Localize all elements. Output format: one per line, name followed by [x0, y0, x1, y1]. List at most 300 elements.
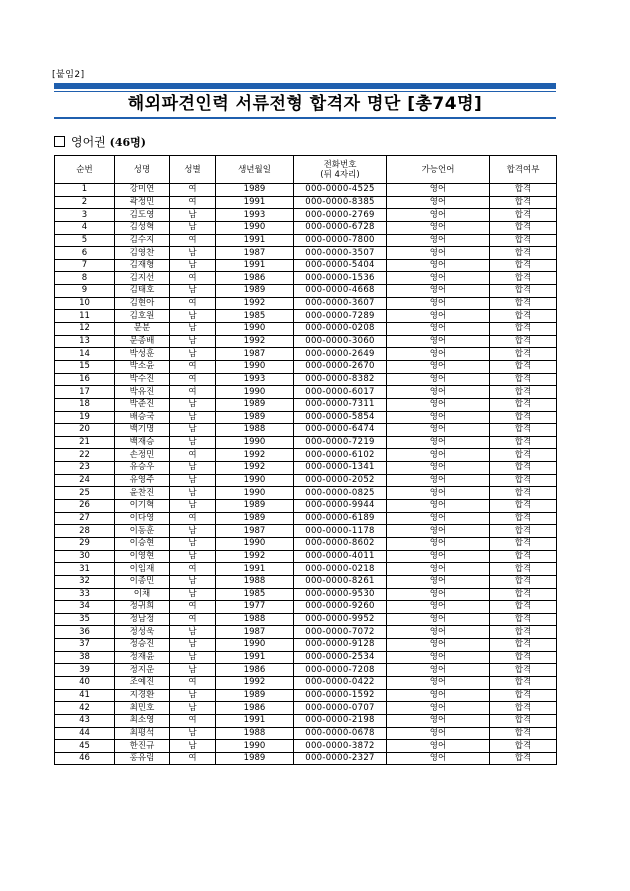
cell-result: 합격: [490, 221, 557, 234]
cell-birth-year: 1986: [216, 664, 294, 677]
table-row: [55, 196, 557, 209]
cell-birth-year: 1987: [216, 626, 294, 639]
table-row: [55, 550, 557, 563]
cell-gender: 여: [170, 373, 216, 386]
cell-gender: 남: [170, 639, 216, 652]
cell-gender: 여: [170, 297, 216, 310]
table-row: [55, 537, 557, 550]
cell-gender: 남: [170, 335, 216, 348]
checkbox-square-icon: [54, 136, 65, 147]
cell-gender: 남: [170, 689, 216, 702]
cell-phone: 000-0000-0825: [294, 487, 387, 500]
cell-gender: 남: [170, 259, 216, 272]
table-row: [55, 474, 557, 487]
cell-phone: 000-0000-1536: [294, 272, 387, 285]
cell-no: 10: [55, 297, 115, 310]
table-row: [55, 272, 557, 285]
cell-no: 36: [55, 626, 115, 639]
header-result: 합격여부: [490, 156, 557, 184]
cell-no: 7: [55, 259, 115, 272]
header-language: 가능언어: [387, 156, 490, 184]
table-row: [55, 285, 557, 298]
cell-language: 영어: [387, 575, 490, 588]
cell-name: 박수진: [115, 373, 170, 386]
cell-language: 영어: [387, 727, 490, 740]
table-row: [55, 259, 557, 272]
cell-birth-year: 1993: [216, 373, 294, 386]
cell-name: 이기혁: [115, 500, 170, 513]
cell-no: 28: [55, 525, 115, 538]
cell-gender: 남: [170, 575, 216, 588]
cell-result: 합격: [490, 259, 557, 272]
cell-language: 영어: [387, 550, 490, 563]
cell-result: 합격: [490, 740, 557, 753]
cell-no: 39: [55, 664, 115, 677]
table-row: [55, 727, 557, 740]
cell-name: 박유진: [115, 386, 170, 399]
table-row: [55, 184, 557, 197]
cell-no: 9: [55, 285, 115, 298]
cell-birth-year: 1988: [216, 424, 294, 437]
cell-phone: 000-0000-8385: [294, 196, 387, 209]
cell-result: 합격: [490, 386, 557, 399]
cell-language: 영어: [387, 335, 490, 348]
title-top-bar: [54, 83, 556, 89]
table-row: [55, 689, 557, 702]
cell-phone: 000-0000-7311: [294, 398, 387, 411]
cell-phone: 000-0000-0208: [294, 323, 387, 336]
cell-result: 합격: [490, 550, 557, 563]
cell-gender: 남: [170, 487, 216, 500]
cell-phone: 000-0000-7208: [294, 664, 387, 677]
cell-birth-year: 1992: [216, 550, 294, 563]
table-row: [55, 626, 557, 639]
cell-no: 37: [55, 639, 115, 652]
table-row: [55, 676, 557, 689]
cell-gender: 남: [170, 209, 216, 222]
cell-name: 정귀희: [115, 601, 170, 614]
cell-gender: 남: [170, 310, 216, 323]
cell-name: 이다영: [115, 512, 170, 525]
cell-no: 17: [55, 386, 115, 399]
cell-language: 영어: [387, 221, 490, 234]
cell-result: 합격: [490, 525, 557, 538]
cell-gender: 남: [170, 247, 216, 260]
cell-birth-year: 1993: [216, 209, 294, 222]
cell-language: 영어: [387, 676, 490, 689]
cell-birth-year: 1989: [216, 500, 294, 513]
cell-name: 윤찬진: [115, 487, 170, 500]
cell-name: 이채: [115, 588, 170, 601]
cell-no: 19: [55, 411, 115, 424]
cell-name: 최소영: [115, 714, 170, 727]
cell-language: 영어: [387, 702, 490, 715]
cell-phone: 000-0000-3507: [294, 247, 387, 260]
table-row: [55, 525, 557, 538]
cell-language: 영어: [387, 474, 490, 487]
cell-phone: 000-0000-2534: [294, 651, 387, 664]
cell-gender: 남: [170, 424, 216, 437]
cell-gender: 남: [170, 285, 216, 298]
cell-birth-year: 1992: [216, 449, 294, 462]
cell-phone: 000-0000-9260: [294, 601, 387, 614]
cell-language: 영어: [387, 613, 490, 626]
cell-result: 합격: [490, 664, 557, 677]
cell-name: 정승진: [115, 639, 170, 652]
table-row: [55, 373, 557, 386]
cell-phone: 000-0000-0218: [294, 563, 387, 576]
cell-birth-year: 1989: [216, 285, 294, 298]
cell-birth-year: 1990: [216, 639, 294, 652]
cell-gender: 남: [170, 588, 216, 601]
cell-no: 24: [55, 474, 115, 487]
cell-name: 조예진: [115, 676, 170, 689]
cell-birth-year: 1987: [216, 348, 294, 361]
cell-language: 영어: [387, 272, 490, 285]
table-row: [55, 702, 557, 715]
cell-gender: 남: [170, 537, 216, 550]
cell-birth-year: 1990: [216, 740, 294, 753]
cell-result: 합격: [490, 474, 557, 487]
cell-birth-year: 1986: [216, 702, 294, 715]
cell-language: 영어: [387, 247, 490, 260]
table-row: [55, 424, 557, 437]
cell-language: 영어: [387, 601, 490, 614]
cell-result: 합격: [490, 272, 557, 285]
header-phone: [294, 156, 387, 184]
table-row: [55, 398, 557, 411]
cell-name: 정남정: [115, 613, 170, 626]
cell-language: 영어: [387, 626, 490, 639]
cell-phone: 000-0000-2198: [294, 714, 387, 727]
cell-gender: 남: [170, 411, 216, 424]
cell-name: 김태호: [115, 285, 170, 298]
cell-gender: 여: [170, 234, 216, 247]
applicant-table: [54, 155, 557, 765]
cell-no: 8: [55, 272, 115, 285]
table-row: [55, 221, 557, 234]
table-row: [55, 752, 557, 765]
table-row: [55, 487, 557, 500]
cell-birth-year: 1989: [216, 184, 294, 197]
cell-no: 12: [55, 323, 115, 336]
cell-phone: 000-0000-9530: [294, 588, 387, 601]
cell-language: 영어: [387, 297, 490, 310]
cell-language: 영어: [387, 348, 490, 361]
cell-gender: 여: [170, 272, 216, 285]
cell-no: 5: [55, 234, 115, 247]
cell-language: 영어: [387, 487, 490, 500]
cell-name: 배승국: [115, 411, 170, 424]
cell-no: 23: [55, 462, 115, 475]
cell-no: 21: [55, 436, 115, 449]
cell-result: 합격: [490, 209, 557, 222]
table-header-row: [55, 156, 557, 184]
cell-no: 4: [55, 221, 115, 234]
cell-name: 김재형: [115, 259, 170, 272]
cell-phone: 000-0000-7219: [294, 436, 387, 449]
cell-birth-year: 1990: [216, 436, 294, 449]
table-row: [55, 348, 557, 361]
cell-result: 합격: [490, 651, 557, 664]
cell-result: 합격: [490, 373, 557, 386]
section-name: 영어권: [71, 135, 106, 149]
cell-result: 합격: [490, 310, 557, 323]
cell-name: 문종배: [115, 335, 170, 348]
table-row: [55, 234, 557, 247]
cell-gender: 남: [170, 323, 216, 336]
cell-phone: 000-0000-1592: [294, 689, 387, 702]
cell-result: 합격: [490, 639, 557, 652]
cell-result: 합격: [490, 512, 557, 525]
cell-gender: 남: [170, 398, 216, 411]
cell-language: 영어: [387, 740, 490, 753]
cell-name: 정지운: [115, 664, 170, 677]
cell-phone: 000-0000-3872: [294, 740, 387, 753]
cell-phone: 000-0000-4668: [294, 285, 387, 298]
header-birth-year: 생년월일: [216, 156, 294, 184]
table-row: [55, 462, 557, 475]
cell-result: 합격: [490, 449, 557, 462]
cell-no: 27: [55, 512, 115, 525]
cell-birth-year: 1989: [216, 752, 294, 765]
cell-birth-year: 1988: [216, 613, 294, 626]
cell-phone: 000-0000-3060: [294, 335, 387, 348]
cell-birth-year: 1989: [216, 689, 294, 702]
cell-birth-year: 1988: [216, 727, 294, 740]
cell-name: 김현아: [115, 297, 170, 310]
cell-gender: 남: [170, 664, 216, 677]
cell-name: 최민호: [115, 702, 170, 715]
cell-name: 김성혁: [115, 221, 170, 234]
cell-result: 합격: [490, 411, 557, 424]
cell-name: 박성훈: [115, 348, 170, 361]
cell-result: 합격: [490, 626, 557, 639]
cell-birth-year: 1990: [216, 537, 294, 550]
cell-name: 유영주: [115, 474, 170, 487]
cell-language: 영어: [387, 285, 490, 298]
header-name: 성명: [115, 156, 170, 184]
cell-no: 25: [55, 487, 115, 500]
cell-name: 김수지: [115, 234, 170, 247]
cell-language: 영어: [387, 537, 490, 550]
cell-gender: 남: [170, 626, 216, 639]
cell-birth-year: 1987: [216, 247, 294, 260]
cell-phone: 000-0000-2649: [294, 348, 387, 361]
cell-birth-year: 1991: [216, 259, 294, 272]
cell-language: 영어: [387, 714, 490, 727]
cell-name: 김호원: [115, 310, 170, 323]
cell-result: 합격: [490, 424, 557, 437]
cell-result: 합격: [490, 398, 557, 411]
cell-no: 29: [55, 537, 115, 550]
cell-gender: 여: [170, 613, 216, 626]
cell-name: 이임재: [115, 563, 170, 576]
cell-birth-year: 1990: [216, 386, 294, 399]
cell-birth-year: 1992: [216, 676, 294, 689]
cell-name: 김영찬: [115, 247, 170, 260]
table-row: [55, 500, 557, 513]
cell-name: 이동훈: [115, 525, 170, 538]
cell-birth-year: 1991: [216, 196, 294, 209]
cell-gender: 여: [170, 752, 216, 765]
cell-result: 합격: [490, 575, 557, 588]
cell-language: 영어: [387, 398, 490, 411]
cell-no: 41: [55, 689, 115, 702]
cell-language: 영어: [387, 752, 490, 765]
cell-gender: 남: [170, 740, 216, 753]
cell-gender: 남: [170, 221, 216, 234]
cell-language: 영어: [387, 525, 490, 538]
cell-gender: 남: [170, 550, 216, 563]
cell-result: 합격: [490, 563, 557, 576]
cell-name: 지경환: [115, 689, 170, 702]
cell-language: 영어: [387, 196, 490, 209]
cell-birth-year: 1990: [216, 474, 294, 487]
cell-no: 43: [55, 714, 115, 727]
cell-result: 합격: [490, 234, 557, 247]
cell-result: 합격: [490, 297, 557, 310]
cell-gender: 남: [170, 462, 216, 475]
cell-gender: 여: [170, 184, 216, 197]
page-title: 해외파견인력 서류전형 합격자 명단 [총74명]: [127, 94, 483, 114]
cell-result: 합격: [490, 537, 557, 550]
cell-result: 합격: [490, 323, 557, 336]
cell-phone: 000-0000-7072: [294, 626, 387, 639]
table-row: [55, 639, 557, 652]
cell-result: 합격: [490, 702, 557, 715]
cell-no: 44: [55, 727, 115, 740]
cell-phone: 000-0000-8382: [294, 373, 387, 386]
attachment-label: [붙임2]: [52, 70, 85, 80]
cell-no: 16: [55, 373, 115, 386]
cell-birth-year: 1991: [216, 234, 294, 247]
cell-language: 영어: [387, 588, 490, 601]
cell-no: 30: [55, 550, 115, 563]
cell-phone: 000-0000-2670: [294, 360, 387, 373]
cell-gender: 여: [170, 601, 216, 614]
cell-result: 합격: [490, 500, 557, 513]
cell-no: 3: [55, 209, 115, 222]
cell-result: 합격: [490, 348, 557, 361]
cell-phone: 000-0000-9128: [294, 639, 387, 652]
cell-name: 최평석: [115, 727, 170, 740]
cell-result: 합격: [490, 689, 557, 702]
table-row: [55, 613, 557, 626]
cell-birth-year: 1990: [216, 487, 294, 500]
cell-result: 합격: [490, 335, 557, 348]
cell-name: 한진규: [115, 740, 170, 753]
cell-language: 영어: [387, 386, 490, 399]
cell-gender: 남: [170, 474, 216, 487]
table-row: [55, 601, 557, 614]
cell-result: 합격: [490, 436, 557, 449]
cell-phone: 000-0000-7800: [294, 234, 387, 247]
table-row: [55, 651, 557, 664]
cell-phone: 000-0000-1341: [294, 462, 387, 475]
table-row: [55, 247, 557, 260]
cell-no: 32: [55, 575, 115, 588]
cell-language: 영어: [387, 234, 490, 247]
cell-result: 합격: [490, 588, 557, 601]
cell-language: 영어: [387, 563, 490, 576]
cell-phone: 000-0000-5404: [294, 259, 387, 272]
cell-birth-year: 1988: [216, 575, 294, 588]
cell-gender: 여: [170, 196, 216, 209]
cell-name: 이승현: [115, 537, 170, 550]
cell-result: 합격: [490, 196, 557, 209]
cell-no: 31: [55, 563, 115, 576]
cell-no: 38: [55, 651, 115, 664]
cell-result: 합격: [490, 184, 557, 197]
cell-birth-year: 1977: [216, 601, 294, 614]
cell-language: 영어: [387, 651, 490, 664]
table-row: [55, 563, 557, 576]
header-phone-label: 전화번호 (뒤 4자리): [320, 159, 360, 180]
cell-language: 영어: [387, 209, 490, 222]
cell-language: 영어: [387, 500, 490, 513]
cell-no: 15: [55, 360, 115, 373]
cell-birth-year: 1989: [216, 411, 294, 424]
cell-gender: 남: [170, 702, 216, 715]
cell-result: 합격: [490, 676, 557, 689]
cell-phone: 000-0000-0707: [294, 702, 387, 715]
cell-birth-year: 1990: [216, 360, 294, 373]
cell-name: 박준진: [115, 398, 170, 411]
cell-no: 2: [55, 196, 115, 209]
cell-birth-year: 1989: [216, 512, 294, 525]
cell-gender: 남: [170, 651, 216, 664]
section-count: (46명): [109, 136, 146, 149]
cell-language: 영어: [387, 689, 490, 702]
header-gender: 성별: [170, 156, 216, 184]
cell-no: 46: [55, 752, 115, 765]
table-row: [55, 310, 557, 323]
cell-no: 11: [55, 310, 115, 323]
cell-no: 18: [55, 398, 115, 411]
cell-birth-year: 1992: [216, 462, 294, 475]
table-row: [55, 588, 557, 601]
cell-phone: 000-0000-4525: [294, 184, 387, 197]
cell-result: 합격: [490, 247, 557, 260]
cell-language: 영어: [387, 323, 490, 336]
cell-name: 박소윤: [115, 360, 170, 373]
cell-no: 33: [55, 588, 115, 601]
cell-phone: 000-0000-2769: [294, 209, 387, 222]
cell-no: 26: [55, 500, 115, 513]
header-no: 순번: [55, 156, 115, 184]
cell-gender: 남: [170, 727, 216, 740]
table-row: [55, 714, 557, 727]
cell-phone: 000-0000-9944: [294, 500, 387, 513]
cell-gender: 남: [170, 525, 216, 538]
cell-no: 14: [55, 348, 115, 361]
table-row: [55, 386, 557, 399]
cell-result: 합격: [490, 360, 557, 373]
section-heading: [54, 134, 146, 151]
table-row: [55, 360, 557, 373]
cell-language: 영어: [387, 436, 490, 449]
cell-gender: 남: [170, 500, 216, 513]
cell-no: 20: [55, 424, 115, 437]
cell-name: 김지선: [115, 272, 170, 285]
cell-phone: 000-0000-5854: [294, 411, 387, 424]
cell-name: 강미연: [115, 184, 170, 197]
cell-no: 40: [55, 676, 115, 689]
cell-language: 영어: [387, 360, 490, 373]
cell-birth-year: 1987: [216, 525, 294, 538]
cell-birth-year: 1992: [216, 335, 294, 348]
